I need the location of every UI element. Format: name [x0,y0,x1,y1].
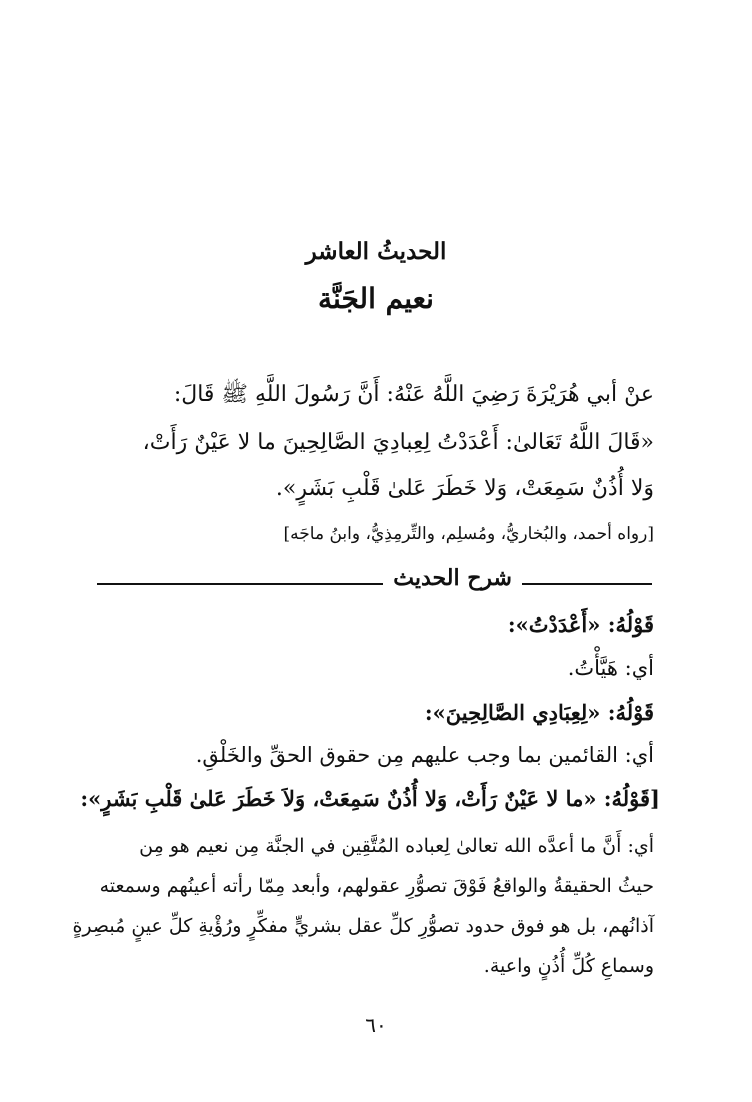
paragraph-line: آذانُهم، بل هو فوق حدود تصوُّرِ كلِّ عقل بشريٍّ مفكِّرٍ ورُؤْيةِ كلِّ عينٍ مُبصِرةٍ [72,915,654,937]
paragraph-line: حيثُ الحقيقةُ والواقعُ فَوْقَ تصوُّرِ عقولهم، وأبعد مِمّا رأته أعينُهم وسمعته [99,875,654,897]
hadith-chain-intro: عنْ أبي هُرَيْرَةَ رَضِيَ اللَّهُ عَنْهُ: أَنَّ رَسُولَ اللَّهِ ﷺ قَالَ: [173,382,654,407]
hadith-text-line-2: وَلا أُذُنٌ سَمِعَتْ، وَلا خَطَرَ عَلىٰ قَلْبِ بَشَرٍ». [275,476,654,501]
commentary-paragraph [60,826,654,986]
hadith-text-line-1: «قَالَ اللَّهُ تَعَالىٰ: أَعْدَدْتُ لِعِبادِيَ الصَّالِحِينَ ما لا عَيْنٌ رَأَتْ، [142,430,654,455]
paragraph-line: وسماعِ كُلِّ أُذُنٍ واعية. [483,955,654,977]
paragraph-line: أي: أَنَّ ما أعدَّه الله تعالىٰ لِعباده المُتَّقِين في الجنَّة مِن نعيم هو مِن [139,835,654,857]
commentary-term-1: قَوْلُهُ: «أَعْدَدْتُ»: [507,612,654,637]
section-divider-right [522,583,652,585]
commentary-section-title: شرح الحديث [393,565,512,591]
page-number: ٦٠ [365,1013,387,1037]
section-divider-left [97,583,383,585]
commentary-term-3: [قَوْلُهُ: «ما لا عَيْنٌ رَأَتْ، وَلا أُذُنٌ سَمِعَتْ، وَلاَ خَطَرَ عَلىٰ قَلْبِ بَشَرٍ»: [80,786,660,811]
hadith-number-heading: الحديثُ العاشر [305,238,447,265]
hadith-source-citation: [رواه أحمد، والبُخاريُّ، ومُسلِم، والتِّرمِذِيُّ، وابنُ ماجَه] [283,524,654,544]
commentary-term-2: قَوْلُهُ: «لِعِبَادِي الصَّالِحِينَ»: [424,700,654,725]
commentary-explanation-2: أي: القائمين بما وجب عليهم مِن حقوق الحقِّ والخَلْقِ. [195,743,654,767]
commentary-explanation-1: أي: هَيَّأْتُ. [567,656,654,680]
chapter-title: نعيم الجَنَّة [318,282,434,315]
commentary-section-header [97,560,652,596]
